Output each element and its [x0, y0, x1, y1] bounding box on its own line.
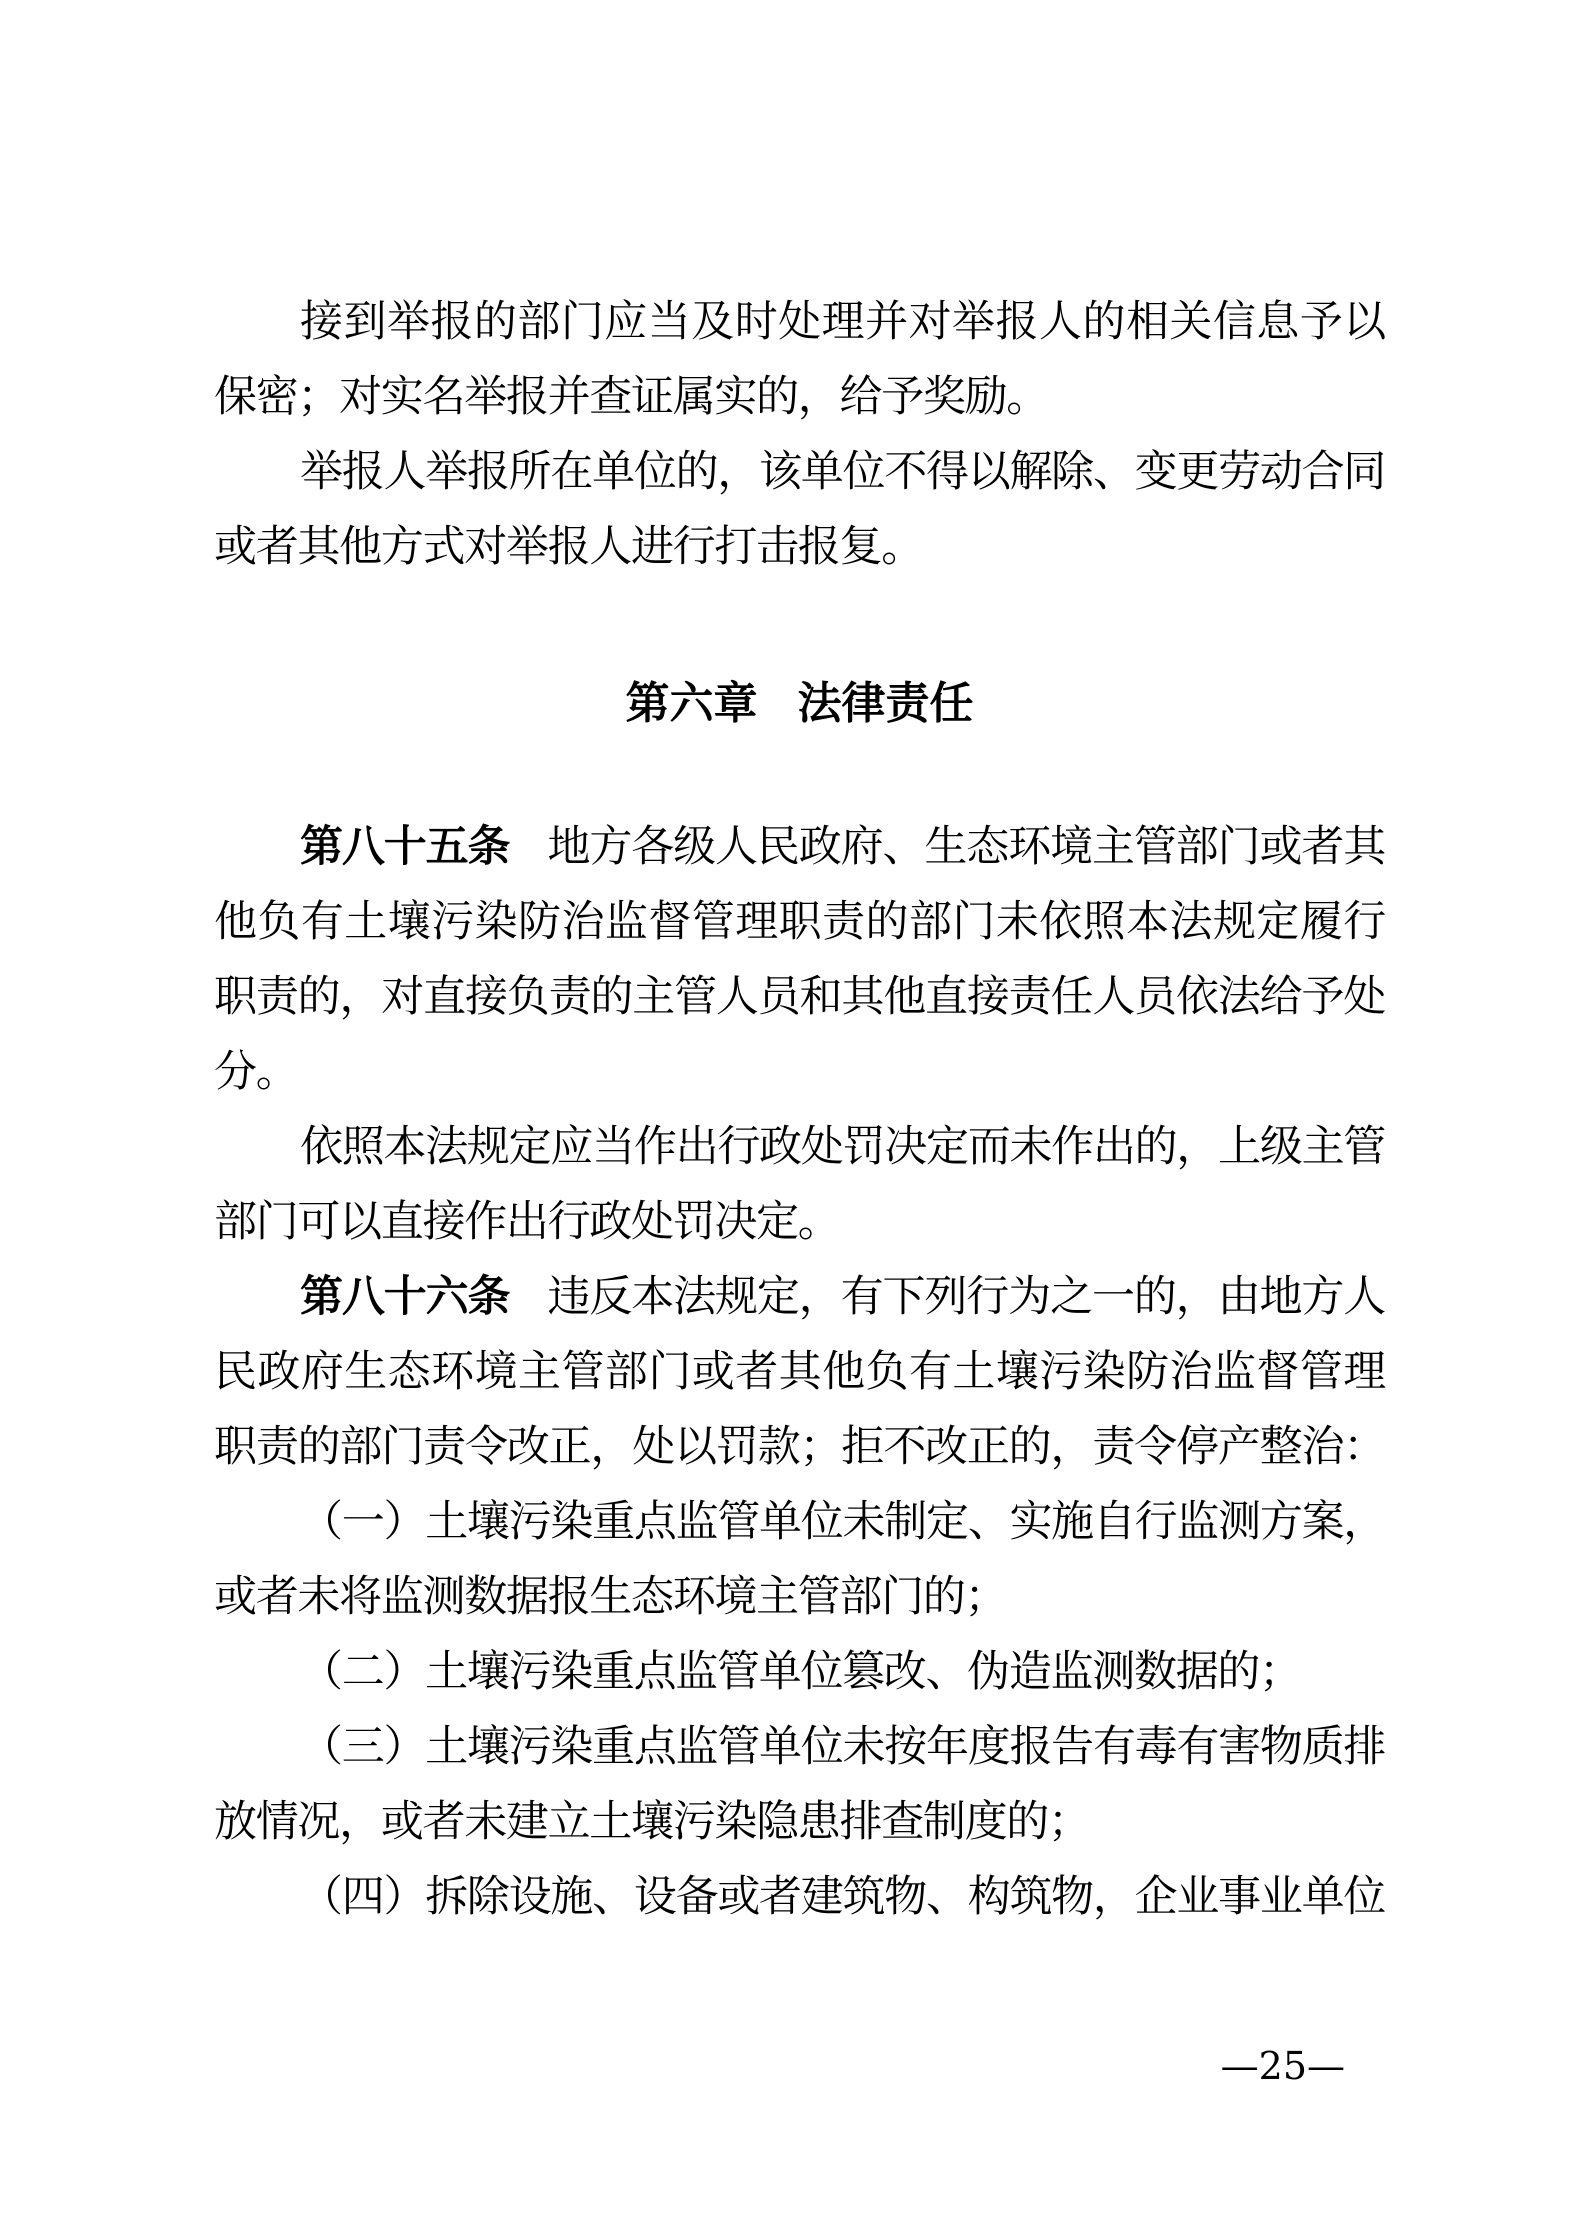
article-number: 第八十六条 [300, 1273, 510, 1321]
paragraph-line: 分。 [214, 1049, 298, 1096]
paragraph-line: 职责的，对直接负责的主管人员和其他直接责任人员依法给予处 [214, 974, 1385, 1021]
paragraph-line: （三）土壤污染重点监管单位未按年度报告有毒有害物质排 [300, 1724, 1385, 1771]
paragraph-line: 民政府生态环境主管部门或者其他负有土壤污染防治监督管理 [214, 1349, 1385, 1396]
line-text: 地方各级人民政府、生态环境主管部门或者其 [547, 824, 1385, 871]
paragraph-line: 保密；对实名举报并查证属实的，给予奖励。 [214, 374, 1048, 421]
chapter-title: 法律责任 [797, 679, 974, 728]
paragraph-line: 依照本法规定应当作出行政处罚决定而未作出的，上级主管 [300, 1124, 1385, 1171]
line-text: 违反本法规定，有下列行为之一的，由地方人 [547, 1274, 1385, 1321]
paragraph-line [214, 810, 1385, 885]
article-number: 第八十五条 [300, 823, 510, 871]
chapter-heading [214, 591, 1385, 816]
paragraph-line: 或者未将监测数据报生态环境主管部门的； [214, 1574, 1007, 1621]
paragraph-line: 职责的部门责令改正，处以罚款；拒不改正的，责令停产整治： [214, 1424, 1385, 1471]
body-text [214, 285, 1385, 1935]
paragraph-line: 或者其他方式对举报人进行打击报复。 [214, 524, 923, 571]
chapter-number: 第六章 [625, 679, 758, 728]
paragraph-line: 举报人举报所在单位的，该单位不得以解除、变更劳动合同 [300, 449, 1385, 496]
paragraph-line: （二）土壤污染重点监管单位篡改、伪造监测数据的； [300, 1649, 1301, 1696]
paragraph-line: 放情况，或者未建立土壤污染隐患排查制度的； [214, 1799, 1090, 1846]
paragraph-line: 他负有土壤污染防治监督管理职责的部门未依照本法规定履行 [214, 899, 1385, 946]
paragraph-line: 部门可以直接作出行政处罚决定。 [214, 1199, 840, 1246]
paragraph-line: 接到举报的部门应当及时处理并对举报人的相关信息予以 [300, 299, 1385, 346]
page-number: —25— [1220, 2044, 1345, 2088]
paragraph-line: （四）拆除设施、设备或者建筑物、构筑物，企业事业单位 [300, 1874, 1385, 1921]
paragraph-line: （一）土壤污染重点监管单位未制定、实施自行监测方案， [300, 1499, 1385, 1546]
paragraph-line [214, 1260, 1385, 1335]
